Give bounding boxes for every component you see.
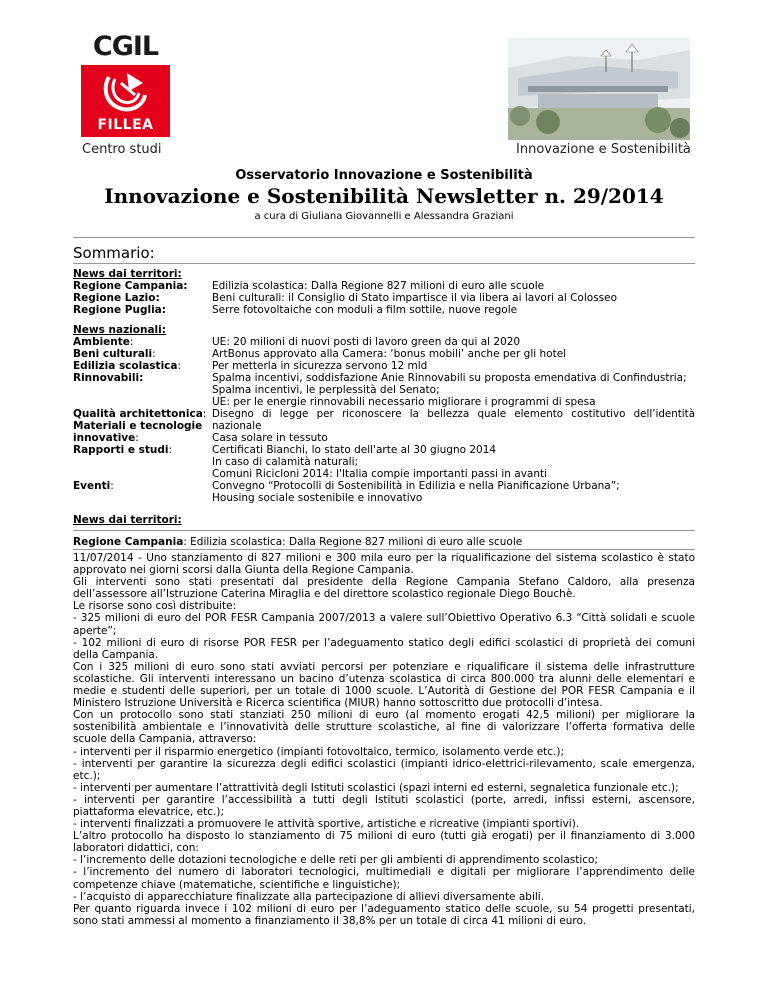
row-label: Beni culturali — [73, 348, 153, 360]
row-label: Regione Lazio — [73, 292, 156, 304]
article-paragraph: - l’incremento del numero di laboratori tecnologici, multimediali e digitali per migliorare l’apprendimento delle competenze chiave (matematiche, scientifiche e linguistiche); — [73, 866, 695, 891]
article-paragraph: 11/07/2014 - Uno stanziamento di 827 milioni e 300 mila euro per la riqualificazione del sistema scolastico è stato approvato nei giorni scorsi dalla Giunta della Regione Campania. — [73, 552, 695, 577]
row-label: Rapporti e studi — [73, 444, 169, 456]
row-colon: : — [129, 336, 134, 348]
summary-link[interactable]: Serre fotovoltaiche con moduli a film sottile, nuove regole — [212, 304, 518, 316]
article-region: Regione Campania — [73, 536, 184, 548]
territori-heading: News dai territori: — [73, 268, 182, 280]
article-paragraph: - interventi per aumentare l’attrattività degli Istituti scolastici (spazi interni ed esterni, segnaletica funzionale etc.); — [73, 781, 679, 794]
summary-link[interactable]: Beni culturali: il Consiglio di Stato impartisce il via libera ai lavori al Colosseo — [212, 292, 618, 304]
article-paragraph: - 325 milioni di euro del POR FESR Campania 2007/2013 a valere sull’Obiettivo Operativo 6.3 “Città solidali e scuole aperte”; — [73, 612, 695, 637]
cgil-fillea-logo — [81, 33, 170, 137]
newsletter-title: Innovazione e Sostenibilità Newsletter n. 29/2014 — [104, 184, 664, 208]
observatory-title: Osservatorio Innovazione e Sostenibilità — [235, 168, 533, 183]
header-left-caption: Centro studi — [82, 142, 162, 157]
divider — [73, 263, 695, 264]
divider — [73, 530, 695, 531]
summary-link[interactable]: Spalma incentivi, le perplessità del Senato; — [212, 384, 440, 396]
divider — [73, 549, 695, 550]
row-label: Edilizia scolastica — [73, 360, 178, 372]
article-subtitle — [73, 536, 522, 548]
row-label: Regione Puglia — [73, 304, 162, 316]
article-paragraph: - interventi finalizzati a promuovere le attività sportive, artistiche e ricreative (impianti sportivi). — [73, 818, 580, 831]
summary-heading: Sommario: — [73, 244, 155, 262]
article-paragraph: - interventi per garantire la sicurezza degli edifici scolastici (impianti idrico-elettrici-rilevamento, scale emergenza, etc.); — [73, 757, 695, 782]
article-paragraph: Con un protocollo sono stati stanziati 250 milioni di euro (al momento erogati 42,5 milioni) per migliorare la sostenibilità ambientale e l’innovatività delle strutture scolastiche, al fine di valorizzare l’offerta formativa delle scuole della Campania, attraverso: — [73, 709, 695, 746]
row-colon: : — [110, 480, 114, 492]
summary-link[interactable]: UE: 20 milioni di nuovi posti di lavoro green da qui al 2020 — [212, 336, 521, 348]
authors-line: a cura di Giuliana Giovannelli e Alessandra Graziani — [254, 211, 514, 222]
row-label: Eventi — [73, 480, 111, 492]
summary-link[interactable]: Convegno “Protocolli di Sostenibilità in Edilizia e nella Pianificazione Urbana”; — [212, 480, 620, 492]
logo-emblem-icon — [99, 69, 151, 115]
row-colon: : — [168, 444, 173, 456]
article-paragraph: - interventi per garantire l’accessibilità a tutti degli Istituti scolastici (porte, arredi, infissi esterni, ascensore, piattaforma elevatrice, etc.); — [73, 793, 695, 818]
row-label: innovative — [73, 432, 136, 444]
summary-link[interactable]: Casa solare in tessuto — [212, 432, 328, 444]
summary-link[interactable]: Housing sociale sostenibile e innovativo — [212, 492, 423, 504]
article-paragraph: - 102 milioni di euro di risorse POR FESR per l’adeguamento statico degli edifici scolastici di proprietà dei comuni della Campania. — [73, 636, 695, 661]
nazionali-heading: News nazionali: — [73, 324, 166, 336]
article-paragraph: Per quanto riguarda invece i 102 milioni di euro per l’adeguamento statico delle scuole, su 54 progetti presentati, sono stati ammessi al momento a finanziamento il 38,8% per un totale di circa 41 milioni di euro. — [73, 902, 695, 927]
logo-red-block — [81, 65, 170, 137]
row-label: Rinnovabili: — [73, 372, 144, 384]
summary-link[interactable]: Comuni Ricicloni 2014: l'Italia compie importanti passi in avanti — [212, 468, 548, 480]
row-colon: : — [135, 432, 139, 444]
summary-link[interactable]: In caso di calamità naturali; — [212, 456, 359, 468]
logo-fillea-text: FILLEA — [97, 117, 154, 133]
article-paragraph: - l’acquisto di apparecchiature finalizzate alla partecipazione di allievi diversamente abili. — [73, 890, 545, 903]
summary-link[interactable]: Spalma incentivi, soddisfazione Anie Rinnovabili su proposta emendativa di Confindustria; — [212, 372, 687, 384]
article-paragraph: - l’incremento delle dotazioni tecnologiche e delle reti per gli ambienti di apprendimento scolastico; — [73, 854, 598, 867]
row-label: Regione Campania — [73, 280, 184, 292]
row-colon: : — [177, 360, 182, 372]
row-label: Qualità architettonica — [73, 408, 203, 420]
article-body — [73, 552, 695, 927]
divider — [73, 237, 695, 238]
summary-link[interactable]: Edilizia scolastica: Dalla Regione 827 milioni di euro alle scuole — [212, 280, 545, 292]
summary-link[interactable]: ArtBonus approvato alla Camera: ‘bonus mobili’ anche per gli hotel — [212, 348, 567, 360]
article-section-heading: News dai territori: — [73, 514, 182, 526]
summary-link[interactable]: Disegno di legge per riconoscere la bellezza quale elemento costitutivo dell’identità nazionale — [212, 408, 695, 432]
article-paragraph: Le risorse sono così distribuite: — [73, 600, 237, 613]
summary-link[interactable]: Per metterla in sicurezza servono 12 mld — [212, 360, 428, 372]
article-paragraph: Gli interventi sono stati presentati dal presidente della Regione Campania Stefano Caldoro, alla presenza dell’assessore all’Istruzione Caterina Miraglia e del direttore scolastico regionale Diego Bouchè. — [73, 576, 695, 601]
summary-link[interactable]: UE: per le energie rinnovabili necessario migliorare i programmi di spesa — [212, 396, 596, 408]
sustainable-building-photo — [508, 38, 690, 140]
article-subtitle-text: : Edilizia scolastica: Dalla Regione 827 milioni di euro alle scuole — [183, 536, 523, 548]
row-colon: : — [152, 348, 156, 360]
row-colon: : — [202, 408, 207, 420]
logo-cgil-text: CGIL — [92, 31, 159, 62]
header-right-caption: Innovazione e Sostenibilità — [516, 142, 691, 157]
summary-link[interactable]: Certificati Bianchi, lo stato dell'arte al 30 giugno 2014 — [212, 444, 497, 456]
row-label: Ambiente — [73, 336, 130, 348]
article-paragraph: Con i 325 milioni di euro sono stati avviati percorsi per potenziare e riqualificare il sistema delle infrastrutture scolastiche. Gli interventi interessano un bacino d’utenza scolastica di circa 800.000 tra alunni delle elementari e medie e studenti delle superiori, per un totale di 1000 scuole. L’Autorità di Gestione del POR FESR Campania e il Ministero Istruzione Università e Ricerca scientifica (MIUR) hanno sottoscritto due protocolli d’intesa. — [73, 660, 695, 710]
article-paragraph: L’altro protocollo ha disposto lo stanziamento di 75 milioni di euro (tutti già erogati) per il finanziamento di 3.000 laboratori didattici, con: — [73, 830, 695, 855]
article-paragraph: - interventi per il risparmio energetico (impianti fotovoltaico, termico, isolamento verde etc.); — [73, 745, 565, 758]
row-label: Materiali e tecnologie — [73, 420, 203, 432]
